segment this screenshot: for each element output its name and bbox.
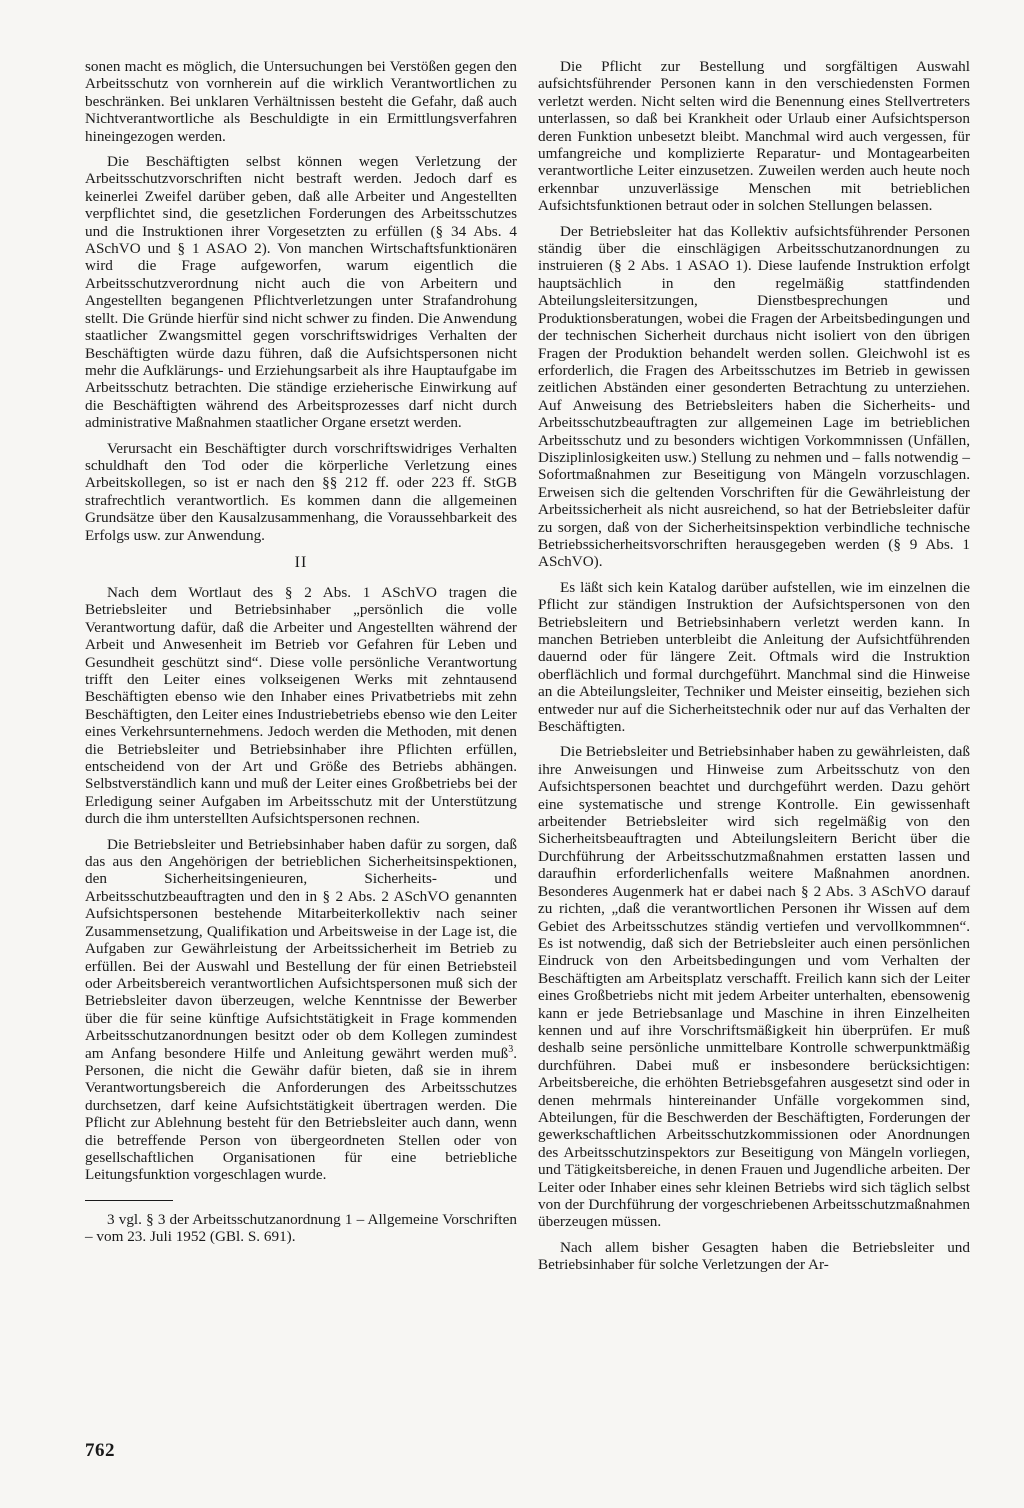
paragraph: Nach allem bisher Gesagten haben die Betriebsleiter und Betriebsinhaber für solche Verletzungen der Ar- — [538, 1238, 970, 1274]
footnote-divider — [85, 1200, 173, 1201]
paragraph: Verursacht ein Beschäftigter durch vorschriftswidriges Verhalten schuldhaft den Tod oder die körperliche Verletzung eines Arbeitskollegen, so ist er nach den §§ 212 ff. oder 223 ff. StGB strafrechtlich verantwortlich. Es kommen dann die allgemeinen Grundsätze über den Kausalzusammenhang, die Voraussehbarkeit des Erfolgs usw. zur Anwendung. — [85, 439, 517, 544]
paragraph: sonen macht es möglich, die Untersuchungen bei Verstößen gegen den Arbeitsschutz von vornherein auf die wirklich Verantwortlichen zu beschränken. Bei unklaren Verhältnissen besteht die Gefahr, daß auch Nichtverantwortliche als Beschuldigte in ein Ermittlungsverfahren hineingezogen werden. — [85, 58, 517, 145]
page-number: 762 — [85, 1440, 115, 1461]
right-column — [538, 58, 970, 1282]
left-column — [85, 58, 517, 1254]
paragraph: Die Pflicht zur Bestellung und sorgfältigen Auswahl aufsichtsführender Personen kann in den verschiedensten Formen verletzt werden. Nicht selten wird die Benennung eines Stellvertreters unterlassen, so daß bei Krankheit oder Urlaub einer Aufsichtsperson deren Funktion unbesetzt bleibt. Manchmal wird auch vergessen, für umfangreiche und komplizierte Reparatur- und Montagearbeiten verantwortliche Leiter einzusetzen. Zuweilen werden auch heute noch erkennbar unzuverlässige Menschen mit betrieblichen Aufsichtsfunktionen betraut oder in solchen Stellungen belassen. — [538, 58, 970, 215]
footnote-reference: 3 — [508, 1043, 514, 1055]
paragraph: Nach dem Wortlaut des § 2 Abs. 1 ASchVO tragen die Betriebsleiter und Betriebsinhaber „persönlich die volle Verantwortung dafür, daß die Arbeiter und Angestellten während der Arbeit und Anwesenheit im Betrieb vor Gefahren für Leben und Gesundheit geschützt sind“. Diese volle persönliche Verantwortung trifft den Leiter eines volkseigenen Werks mit zehntausend Beschäftigten ebenso wie den Inhaber eines Privatbetriebs mit zehn Beschäftigten, den Leiter eines Industriebetriebs ebenso wie den Leiter eines Verkehrsunternehmens. Jedoch werden die Methoden, mit denen die Betriebsleiter und Betriebsinhaber ihre Pflichten erfüllen, entscheidend von der Art und Größe des Betriebs abhängen. Selbstverständlich kann und muß der Leiter eines Großbetriebs bei der Erledigung seiner Aufgaben im Arbeitsschutz mit der Unterstützung durch die ihm unterstellten Aufsichtspersonen rechnen. — [85, 583, 517, 828]
section-heading: II — [294, 553, 308, 571]
paragraph: Der Betriebsleiter hat das Kollektiv aufsichtsführender Personen ständig über die einschlägigen Arbeitsschutzanordnungen zu instruieren (§ 2 Abs. 1 ASAO 1). Diese laufende Instruktion erfolgt hauptsächlich in den regelmäßig stattfindenden Abteilungsleitersitzungen, Dienstbesprechungen und Produktionsberatungen, wobei die Fragen der Arbeitsbedingungen und der technischen Sicherheit durchaus nicht isoliert von den übrigen Fragen der Produktion behandelt werden sollen. Gleichwohl ist es erforderlich, die Fragen des Arbeitsschutzes im Betrieb in gewissen zeitlichen Abständen einer gesonderten Betrachtung zu unterziehen. Auf Anweisung des Betriebsleiters haben die Sicherheits- und Arbeitsschutzbeauftragten zur allgemeinen Lage im betrieblichen Arbeitsschutz und zu besonders wichtigen Vorkommnissen (Unfällen, Disziplinlosigkeiten usw.) Stellung zu nehmen und – falls notwendig – Sofortmaßnahmen zur Beseitigung von Mängeln vorzuschlagen. Erweisen sich die geltenden Vorschriften für die Gewährleistung der Arbeitssicherheit als nicht ausreichend, so hat der Betriebsleiter dafür zu sorgen, daß von der Sicherheitsinspektion verbindliche technische Betriebssicherheitsvorschriften herausgegeben werden (§ 9 Abs. 1 ASchVO). — [538, 222, 970, 571]
paragraph-text: Die Betriebsleiter und Betriebsinhaber haben dafür zu sorgen, daß das aus den Angehörigen der betrieblichen Sicherheitsinspektionen, den Sicherheitsingenieuren, Sicherheits- und Arbeitsschutzbeauftragten und den in § 2 Abs. 2 ASchVO genannten Aufsichtspersonen bestehende Mitarbeiterkollektiv nach seiner Zusammensetzung, Qualifikation und Arbeitsweise in der Lage ist, die Aufgaben zur Gewährleistung der Arbeitssicherheit im Betrieb zu erfüllen. Bei der Auswahl und Bestellung der für einen Betriebsteil oder Arbeitsbereich verantwortlichen Aufsichtspersonen muß sich der Betriebsleiter davon überzeugen, welche Kenntnisse der Bewerber über die für seine künftige Aufsichtstätigkeit in Frage kommenden Arbeitsschutzanordnungen besitzt oder ob dem Kollegen zumindest am Anfang besondere Hilfe und Anleitung gewährt werden muß — [85, 835, 517, 1062]
paragraph: Es läßt sich kein Katalog darüber aufstellen, wie im einzelnen die Pflicht zur ständigen Instruktion der Aufsichtspersonen von den Betriebsleitern und Betriebsinhabern verletzt werden kann. In manchen Betrieben unterbleibt die Anleitung der Aufsichtführenden dauernd oder für längere Zeit. Oftmals wird die Instruktion oberflächlich und formal durchgeführt. Manchmal sind die Hinweise an die Abteilungsleiter, Techniker und Meister einseitig, beziehen sich entweder nur auf die Sicherheitstechnik oder nur auf das Verhalten der Beschäftigten. — [538, 578, 970, 736]
paragraph-text: . Personen, die nicht die Gewähr dafür bieten, daß sie in ihrem Verantwortungsbereich die Anforderungen des Arbeitsschutzes durchsetzen, darf keine Aufsichtstätigkeit übertragen werden. Die Pflicht zur Ablehnung besteht für den Betriebsleiter auch dann, wenn die betreffende Person von übergeordneten Stellen oder von gesellschaftlichen Organisationen für eine betriebliche Leitungsfunktion vorgeschlagen wurde. — [85, 1044, 517, 1184]
paragraph-with-footnote-ref — [85, 836, 517, 1184]
footnote: 3 vgl. § 3 der Arbeitsschutzanordnung 1 – Allgemeine Vorschriften – vom 23. Juli 1952 (GBl. S. 691). — [85, 1210, 517, 1246]
paragraph: Die Beschäftigten selbst können wegen Verletzung der Arbeitsschutzvorschriften nicht bestraft werden. Jedoch darf es keinerlei Zweifel darüber geben, daß alle Arbeiter und Angestellten verpflichtet sind, die gesetzlichen Forderungen des Arbeitsschutzes und die Instruktionen ihrer Vorgesetzten zu erfüllen (§ 34 Abs. 4 ASchVO und § 1 ASAO 2). Von manchen Wirtschaftsfunktionären wird die Frage aufgeworfen, warum eigentlich die Arbeitsschutzverordnung nicht auch die von Arbeitern und Angestellten begangenen Pflichtverletzungen unter Strafandrohung stellt. Die Gründe hierfür sind nicht schwer zu finden. Die Anwendung staatlicher Zwangsmittel gegen vorschriftswidriges Verhalten der Beschäftigten würde dazu führen, daß die Aufsichtspersonen nicht mehr die Aufklärungs- und Erziehungsarbeit als ihre Hauptaufgabe im Arbeitsschutz betrachten. Die ständige erzieherische Einwirkung auf die Beschäftigten während des Arbeitsprozesses darf nicht durch administrative Maßnahmen staatlicher Organe ersetzt werden. — [85, 153, 517, 432]
paragraph: Die Betriebsleiter und Betriebsinhaber haben zu gewährleisten, daß ihre Anweisungen und Hinweise zum Arbeitsschutz von den Aufsichtspersonen beachtet und durchgeführt werden. Dazu gehört eine systematische und strenge Kontrolle. Ein gewissenhaft arbeitender Betriebsleiter wird sich regelmäßig von den Sicherheitsbeauftragten und Abteilungsleitern Bericht über die Durchführung der Arbeitsschutzmaßnahmen erstatten lassen und daraufhin erforderlichenfalls weitere Maßnahmen anordnen. Besonderes Augenmerk hat er dabei nach § 2 Abs. 3 ASchVO darauf zu richten, „daß die verantwortlichen Personen ihr Wissen auf dem Gebiet des Arbeitsschutzes ständig vertiefen und vervollkommnen“. Es ist notwendig, daß sich der Betriebsleiter auch einen persönlichen Eindruck von den Arbeitsbedingungen und vom Verhalten der Beschäftigten am Arbeitsplatz verschafft. Freilich kann sich der Leiter eines Großbetriebs nicht mit jedem Arbeiter unterhalten, ebensowenig kann er jede Betriebsanlage und Maschine in ihren Einzelheiten kennen und auf ihre Vorschriftsmäßigkeit hin überprüfen. Er muß deshalb seine persönliche unmittelbare Kontrolle schwerpunktmäßig durchführen. Dabei muß er insbesondere berücksichtigen: Arbeitsbereiche, die erhöhten Betriebsgefahren ausgesetzt sind oder in denen mehrmals hintereinander Unfälle vorgekommen sind, Abteilungen, für die Beschwerden der Beschäftigten, Forderungen der gewerkschaftlichen Arbeitsschutzkommissionen oder Anordnungen des Arbeitsschutzinspektors zur Beseitigung von Mängeln vorliegen, und Tätigkeitsbereiche, in denen Frauen und Jugendliche arbeiten. Der Leiter oder Inhaber eines sehr kleinen Betriebs wird sich täglich selbst von der Durchführung der vorgeschriebenen Arbeitsschutzmaßnahmen überzeugen müssen. — [538, 743, 970, 1231]
